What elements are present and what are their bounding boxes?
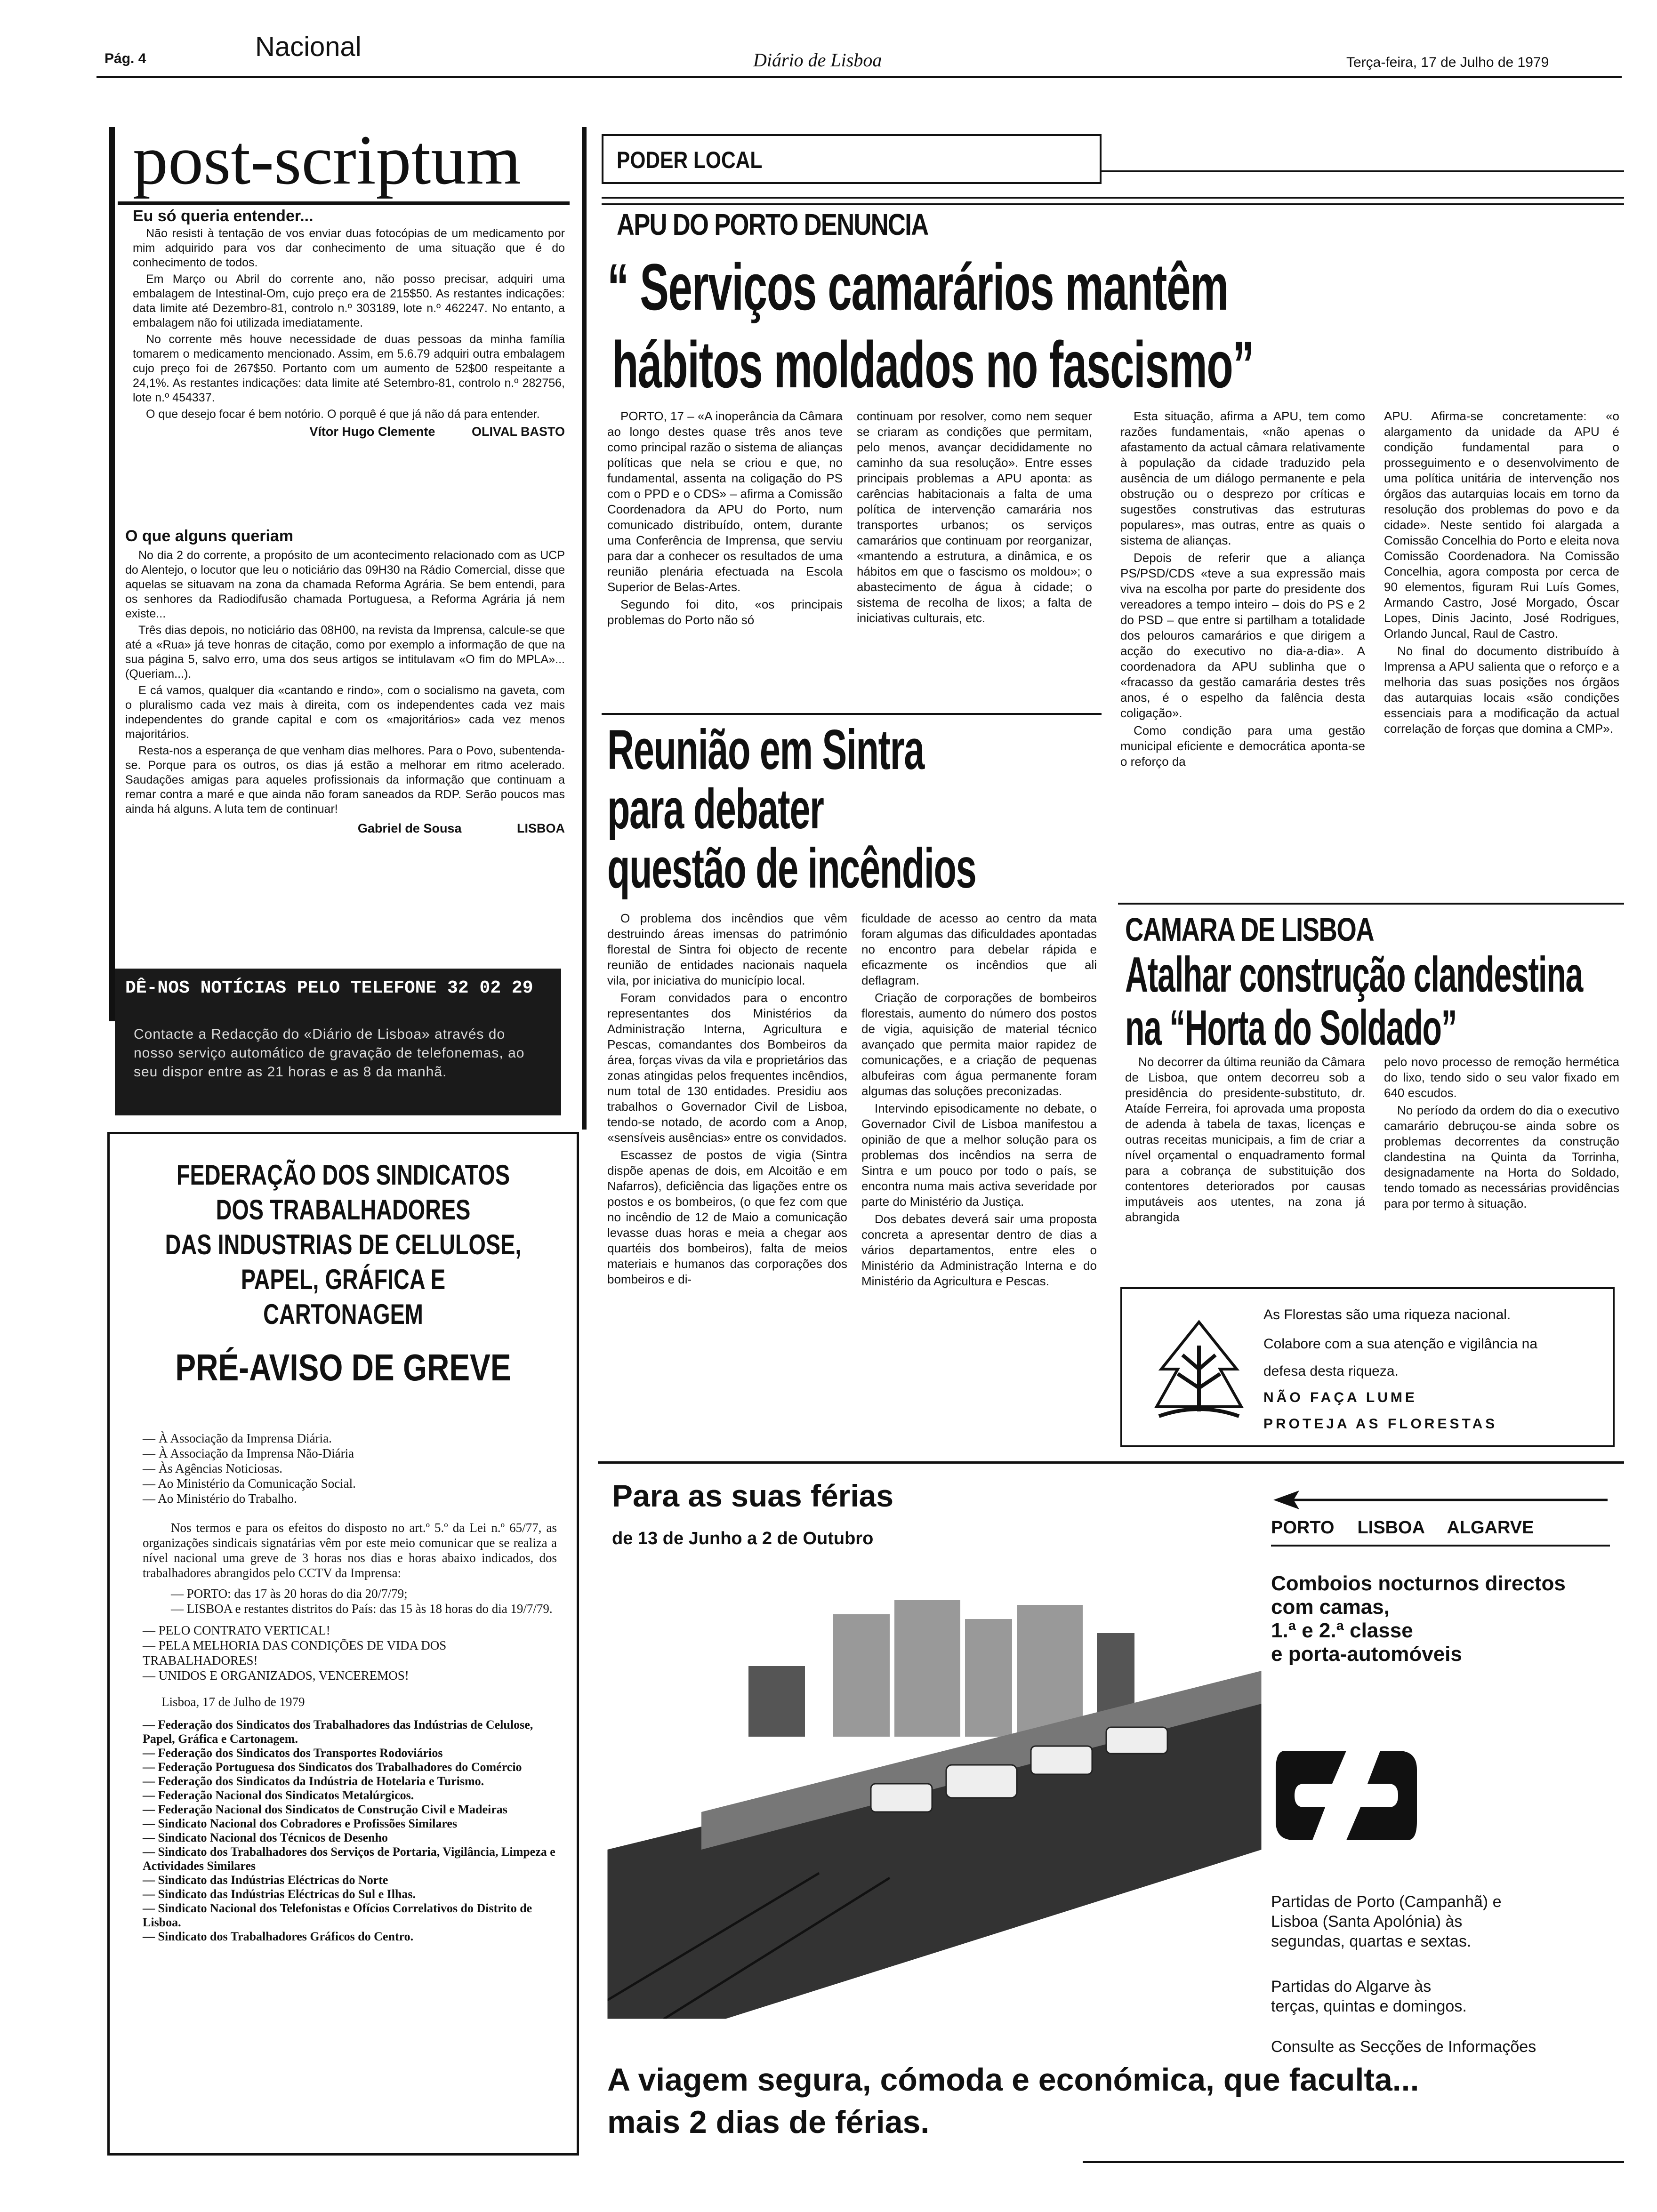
sintra-column-2: [861, 911, 1097, 1291]
list-item: — Federação Portuguesa dos Sindicatos dos Trabalhadores do Comércio: [143, 1760, 522, 1774]
section-rule: [1118, 903, 1624, 905]
phone-box-body: Contacte a Redacção do «Diário de Lisboa» através do nosso serviço automático de gravação de telefonemas, ao seu dispor entre as 21 horas e as 8 da manhã.: [134, 1026, 525, 1080]
letter-2-place: LISBOA: [516, 821, 565, 835]
lisboa-headline-line-2: na “Horta do Soldado”: [1125, 1000, 1457, 1056]
cp-ad-route: PORTO LISBOA ALGARVE: [1271, 1518, 1534, 1538]
cp-info: Consulte as Secções de Informações: [1271, 2038, 1536, 2056]
list-item: — Sindicato Nacional dos Cobradores e Profissões Similares: [143, 1817, 458, 1830]
masthead-rule: [97, 76, 1622, 78]
list-item: — Sindicato dos Trabalhadores Gráficos do Centro.: [143, 1930, 414, 1943]
forest-ad-line-4: NÃO FAÇA LUME: [1263, 1390, 1417, 1405]
cp-logo: [1276, 1741, 1417, 1850]
offer-line: com camas,: [1271, 1595, 1390, 1619]
list-item: — Federação Nacional dos Sindicatos de Construção Civil e Madeiras: [143, 1803, 507, 1816]
offer-line: 1.ª e 2.ª classe: [1271, 1619, 1413, 1642]
forest-ad-line-3: defesa desta riqueza.: [1263, 1363, 1399, 1379]
sintra-column-1: [607, 911, 847, 1289]
forest-ad-line-2: Colabore com a sua atenção e vigilância na: [1263, 1336, 1538, 1352]
paragraph: Foram convidados para o encontro representantes dos Ministérios da Administração Interna, Agricultura e Pescas, comandantes dos Bombeiros da área, forças vivas da vila e proprietários das zonas atingidas pelos frequentes incêndios, num total de 130 entidades. Presidiu aos trabalhos o Governador Civil de Lisboa, tendo-se notado, de acordo com a Anop, «sensíveis ausências» entre os convidados.: [607, 991, 847, 1145]
list-item: — Sindicato das Indústrias Eléctricas do Sul e Ilhas.: [143, 1887, 416, 1901]
letter-1-signature: Vítor Hugo Clemente: [309, 425, 435, 439]
list-item: — À Associação da Imprensa Não-Diária: [143, 1446, 354, 1460]
offer-line: e porta-automóveis: [1271, 1643, 1462, 1666]
paragraph: Como condição para uma gestão municipal eficiente e democrática aponta-se o reforço da: [1120, 723, 1365, 769]
sintra-headline-line: questão de incêndios: [607, 837, 976, 900]
section-rule: [602, 713, 1102, 715]
sintra-headline-line: Reunião em Sintra: [607, 718, 924, 781]
forest-ad-line-1: As Florestas são uma riqueza nacional.: [1263, 1307, 1511, 1322]
phone-news-box: [115, 969, 561, 1115]
tree-fire-icon: [1150, 1317, 1248, 1426]
section-rule: [602, 197, 1624, 199]
forest-ad-line-5: PROTEJA AS FLORESTAS: [1263, 1416, 1498, 1432]
poder-local-label: PODER LOCAL: [617, 147, 763, 173]
list-item: — Federação Nacional dos Sindicatos Metalúrgicos.: [143, 1788, 414, 1802]
letter-2-signature-line: [125, 821, 565, 836]
paragraph: continuam por resolver, como nem sequer se criaram as condições que permitam, pelo menos, avançar decididamente no caminho da sua resolução». Entre esses principais problemas a APU aponta: as carências habitacionais a falta de uma política de intervenção camarária nos transportes urbanos; os serviços camarários que continuam por reorganizar, «mantendo a estrutura, a dinâmica, e os hábitos em que o fascismo os moldou»; o abastecimento de água à cidade; o sistema de recolha de lixos; a falta de iniciativas culturais, etc.: [857, 409, 1092, 625]
apu-headline-line-2: hábitos moldados no fascismo”: [612, 328, 1254, 401]
list-item: — Federação dos Sindicatos dos Transportes Rodoviários: [143, 1746, 443, 1760]
cp-slogan-line-1: A viagem segura, cómoda e económica, que faculta...: [607, 2062, 1419, 2098]
lisboa-column-2: [1384, 1054, 1619, 1213]
slogan: — UNIDOS E ORGANIZADOS, VENCEREMOS!: [143, 1668, 409, 1683]
phone-box-title: DÊ-NOS NOTÍCIAS PELO TELEFONE 32 02 29: [125, 978, 533, 998]
section-rule: [1102, 170, 1624, 172]
slogan: — PELA MELHORIA DAS CONDIÇÕES DE VIDA DOS TRABALHADORES!: [143, 1638, 447, 1667]
page-number: Pág. 4: [105, 51, 146, 66]
federation-title-line: DOS TRABALHADORES: [216, 1194, 471, 1226]
paragraph: Depois de referir que a aliança PS/PSD/CDS «teve a sua expressão mais viva na escolha por parte do presidente dos vereadores a tempo inteiro – dois do PS e 2 do PSD – que entre si partilham a totalidade dos pelouros camarários e que dirigem a acção do executivo no dia-a-dia». A coordenadora da APU sublinha que o «fracasso da gestão camarária destes três anos, é o espelho da falência desta coligação».: [1120, 551, 1365, 720]
ad-top-rule: [598, 1461, 1624, 1464]
list-item: — Federação dos Sindicatos da Indústria de Hotelaria e Turismo.: [143, 1774, 484, 1788]
apu-headline-line-1: “ Serviços camarários mantêm: [607, 250, 1228, 324]
lisboa-column-1: [1125, 1054, 1365, 1227]
paragraph: O que desejo focar é bem notório. O porquê é que já não dá para entender.: [146, 408, 540, 421]
letter-2-body: [125, 548, 565, 817]
apu-column-4: [1384, 409, 1619, 738]
federation-title-line: FEDERAÇÃO DOS SINDICATOS: [176, 1159, 510, 1191]
paragraph: APU. Afirma-se concretamente: «o alargamento da unidade da APU é condição fundamental para o prosseguimento e o desenvolvimento de uma política unitária de intervenção nos órgãos das autarquias locais em torno da resolução dos problemas do povo e da cidade». Neste sentido foi alargada a Comissão Concelhia do Porto e eleita nova Comissão Coordenadora. Na Comissão Concelhia, agora composta por cerca de 90 elementos, figuram Rui Luís Gomes, Armando Castro, José Morgado, Óscar Lopes, Dinis Jacinto, José Rodrigues, Orlando Juncal, Raul de Castro.: [1384, 409, 1619, 641]
paragraph: No corrente mês houve necessidade de duas pessoas da minha família tomarem o medicamento mencionado. Assim, em 5.6.79 adquiri outra embalagem cujo preço foi de 267$50. Portanto com um aumento de 52$00 respeitante a 24,1%. As restantes indicações: data limite até Setembro-81, controlo n.º 282756, lote n.º 454337.: [133, 333, 565, 404]
federation-title-line: PAPEL, GRÁFICA E CARTONAGEM: [241, 1264, 446, 1330]
recipients-list: [143, 1431, 557, 1506]
column-divider: [582, 127, 587, 1130]
letter-2-signature: Gabriel de Sousa: [357, 821, 462, 835]
cp-departures-2: [1271, 1977, 1467, 2016]
letter-1: [133, 207, 565, 439]
letter-1-place: OLIVAL BASTO: [471, 425, 565, 439]
postscriptum-title: post-scriptum: [133, 121, 521, 199]
paragraph: No final do documento distribuído à Imprensa a APU salienta que o reforço e a melhoria das suas posições nos órgãos das autarquias locais «são condições essenciais para a modificação da actual correlação de forças que domina a CMP».: [1384, 644, 1619, 736]
train-photo: [607, 1548, 1262, 2019]
cp-departures-1: [1271, 1892, 1501, 1951]
departure-line: Lisboa (Santa Apolónia) às: [1271, 1913, 1463, 1931]
lisboa-kicker: CAMARA DE LISBOA: [1125, 911, 1374, 948]
strike-dateline: Lisboa, 17 de Julho de 1979: [161, 1695, 305, 1709]
paragraph: O problema dos incêndios que vêm destruindo áreas imensas do património florestal de Sintra foi objecto de recente reunião de entidades nacionais naquela vila, por iniciativa do município local.: [607, 911, 847, 987]
apu-column-2: [857, 409, 1092, 628]
ad-bottom-rule: [1083, 2161, 1624, 2163]
federation-title-line: DAS INDUSTRIAS DE CELULOSE,: [165, 1229, 522, 1260]
list-item: — Federação dos Sindicatos dos Trabalhadores das Indústrias de Celulose, Papel, Gráfica e Cartonagem.: [143, 1718, 533, 1746]
strike-notice-box: [107, 1132, 579, 2156]
paragraph: No dia 2 do corrente, a propósito de um acontecimento relacionado com as UCP do Alentejo, o locutor que leu o noticiário das 09H30 na Rádio Comercial, disse que aquelas se situavam na zona da chamada Reforma Agrária. Se bem entendi, para os senhores da Radiodifusão chamada Portuguesa, a Reforma Agrária já nem existe...: [125, 549, 565, 620]
list-item: — Sindicato Nacional dos Técnicos de Desenho: [143, 1831, 388, 1844]
paragraph: Criação de corporações de bombeiros florestais, aumento do número dos postos de vigia, aquisição de material técnico avançado que permita maior rapidez de comunicações, e a criação de pequenas albufeiras com água permanente foram algumas das soluções preconizadas.: [861, 991, 1097, 1098]
left-arrow-icon: [1271, 1488, 1610, 1512]
paragraph: Escassez de postos de vigia (Sintra dispõe apenas de dois, em Alcoitão e em Nafarros), deficiência das ligações entre os postos e os bombeiros, (o que fez com que no incêndio de 12 de Maio a comunicação levasse duas horas e meia a chegar aos quartéis dos bombeiros), falta de meios materiais e humanos das corporações dos bombeiros e di-: [607, 1148, 847, 1286]
letter-2-heading: O que alguns queriam: [125, 527, 294, 545]
paragraph: Em Março ou Abril do corrente ano, não posso precisar, adquiri uma embalagem de Intestinal-Om, cujo preço era de 215$50. As restantes indicações: data limite até Dezembro-81, controlo n.º 303189, lote n.º 462247. No entanto, a embalagem não foi utilizada imediatamente.: [133, 272, 565, 329]
paragraph: Três dias depois, no noticiário das 08H00, na revista da Imprensa, calcule-se que até a «Rua» já teve honras de citação, como por exemplo a informação de que na sua página 5, salvo erro, uma dos seus artigos se intitulavam «O fim do MPLA»... (Queriam...).: [125, 624, 565, 681]
slogan: — PELO CONTRATO VERTICAL!: [143, 1623, 330, 1637]
paragraph: Intervindo episodicamente no debate, o Governador Civil de Lisboa manifestou a opinião de que a melhor solução para os problemas dos incêndios na serra de Sintra e um pouco por todo o país, se encontra numa mais activa severidade por parte do Ministério da Justiça.: [861, 1101, 1097, 1209]
issue-date: Terça-feira, 17 de Julho de 1979: [1346, 55, 1549, 70]
paragraph: pelo novo processo de remoção hermética do lixo, tendo sido o seu valor fixado em 640 escudos.: [1384, 1055, 1619, 1100]
cp-ad-dates: de 13 de Junho a 2 de Outubro: [612, 1529, 874, 1548]
paragraph: No período da ordem do dia o executivo camarário debruçou-se ainda sobre os problemas decorrentes da construção clandestina na Quinta da Torrinha, designadamente na Horta do Soldado, tendo tomado as necessárias providências para por termo à situação.: [1384, 1103, 1619, 1210]
offer-line: Comboios nocturnos directos: [1271, 1572, 1566, 1595]
list-item: — Sindicato Nacional dos Telefonistas e Ofícios Correlativos do Distrito de Lisboa.: [143, 1901, 532, 1929]
cp-ad-offer: [1271, 1572, 1566, 1666]
poder-local-box: [602, 134, 1102, 184]
departure-line: terças, quintas e domingos.: [1271, 1997, 1467, 2015]
schedule-item: — LISBOA e restantes distritos do País: das 15 às 18 horas do dia 19/7/79.: [171, 1602, 553, 1616]
paragraph: Resta-nos a esperança de que venham dias melhores. Para o Povo, subentenda-se. Porque para os outros, os dias já estão a melhorar em ritmo acelerado. Saudações amigas para aqueles profissionais da informação que continuam a remar contra a maré e que ainda não foram saneados da RDP. Serão poucos mas ainda há alguns. A luta tem de continuar!: [125, 744, 565, 816]
section-name: Nacional: [255, 32, 362, 62]
departure-line: Partidas do Algarve às: [1271, 1978, 1432, 1996]
paragraph: Dos debates deverá sair uma proposta concreta a apresentar dentro de dias a vários departamentos, entre eles o Ministério da Administração Interna e do Ministério da Agricultura e Pescas.: [861, 1212, 1097, 1288]
sintra-headline-line: para debater: [607, 777, 824, 841]
lisboa-headline-line-1: Atalhar construção clandestina: [1125, 947, 1583, 1002]
list-item: — Ao Ministério do Trabalho.: [143, 1491, 297, 1506]
cp-slogan-line-2: mais 2 dias de férias.: [607, 2104, 930, 2140]
postscriptum-title-rule: [118, 201, 570, 205]
schedule-item: — PORTO: das 17 às 20 horas do dia 20/7/79;: [171, 1587, 408, 1601]
list-item: — Sindicato dos Trabalhadores dos Serviços de Portaria, Vigilância, Limpeza e Actividades Similares: [143, 1845, 555, 1873]
list-item: — Ao Ministério da Comunicação Social.: [143, 1476, 356, 1491]
strike-intro: Nos termos e para os efeitos do disposto no art.º 5.º da Lei n.º 65/77, as organizações sindicais signatárias vêm por este meio comunicar que se realiza a nível nacional uma greve de 3 horas nos dias e horas abaixo indicados, dos trabalhadores abrangidos pelo CCTV da Imprensa:: [143, 1521, 557, 1580]
cp-ad-title: Para as suas férias: [612, 1478, 894, 1513]
strike-body: [143, 1431, 557, 1944]
apu-kicker: APU DO PORTO DENUNCIA: [617, 208, 928, 241]
strike-headline: PRÉ-AVISO DE GREVE: [175, 1346, 511, 1388]
apu-column-3: [1120, 409, 1365, 771]
letter-1-heading: Eu só queria entender...: [133, 207, 314, 225]
signatories-list: [143, 1718, 557, 1944]
paragraph: Segundo foi dito, «os principais problemas do Porto não só: [607, 597, 843, 627]
list-item: — Às Agências Noticiosas.: [143, 1461, 282, 1475]
list-item: — À Associação da Imprensa Diária.: [143, 1431, 332, 1445]
section-rule: [602, 203, 1624, 205]
paragraph: ficuldade de acesso ao centro da mata foram algumas das dificuldades apontadas no encontro para debelar rápida e eficazmente os incêndios que ali deflagram.: [861, 911, 1097, 987]
departure-line: segundas, quartas e sextas.: [1271, 1932, 1472, 1950]
sintra-headline: [607, 720, 1166, 898]
paragraph: Não resisti à tentação de vos enviar duas fotocópias de um medicamento por mim adquirido para vos dar conhecimento de uma situação que é do conhecimento de todos.: [133, 227, 565, 269]
paragraph: Esta situação, afirma a APU, tem como razões fundamentais, «não apenas o afastamento da actual câmara relativamente à população da cidade traduzido pela ausência de um diálogo permanente e pela obstrução ou o desprezo por críticas e sugestões construtivas das estruturas populares», mas outras, entre as quais o sistema de alianças.: [1120, 409, 1365, 547]
paragraph: E cá vamos, qualquer dia «cantando e rindo», com o socialismo na gaveta, com o pluralismo cada vez mais à direita, com os independentes cada vez mais independentes do grande capital e com os «majoritários» cada vez menos majoritários.: [125, 684, 565, 741]
postscriptum-left-bar: [109, 127, 115, 1021]
departure-line: Partidas de Porto (Campanhã) e: [1271, 1893, 1502, 1911]
list-item: — Sindicato das Indústrias Eléctricas do Norte: [143, 1873, 388, 1887]
letter-2: [125, 527, 565, 836]
paragraph: No decorrer da última reunião da Câmara de Lisboa, que ontem decorreu sob a presidência do presidente-substituto, dr. Ataíde Ferreira, foi aprovada uma proposta de adenda à tabela de taxas, licenças e outras receitas municipais, a fim de criar a nível orçamental o enquadramento formal para a cobrança de substituição dos contentores deteriorados por causas imputáveis aos utentes, na zona já abrangida: [1125, 1055, 1365, 1224]
route-rule: [1271, 1545, 1610, 1547]
apu-column-1: [607, 409, 843, 630]
newspaper-name: Diário de Lisboa: [753, 49, 882, 71]
forest-ad: [1120, 1287, 1615, 1447]
federation-title: [110, 1158, 577, 1332]
letter-1-body: [133, 226, 565, 422]
paragraph: PORTO, 17 – «A inoperância da Câmara ao longo destes quase três anos teve como principal razão o sistema de alianças políticas que nela se criou e que, no fundamental, assenta na coligação do PS com o PPD e o CDS» – afirma a Comissão Coordenadora da APU do Porto, num comunicado distribuído, ontem, durante uma Conferência de Imprensa, que serviu para dar a conhecer os resultados de uma reunião plenária efectuada na Escola Superior de Belas-Artes.: [607, 409, 843, 594]
letter-1-signature-line: [133, 425, 565, 439]
